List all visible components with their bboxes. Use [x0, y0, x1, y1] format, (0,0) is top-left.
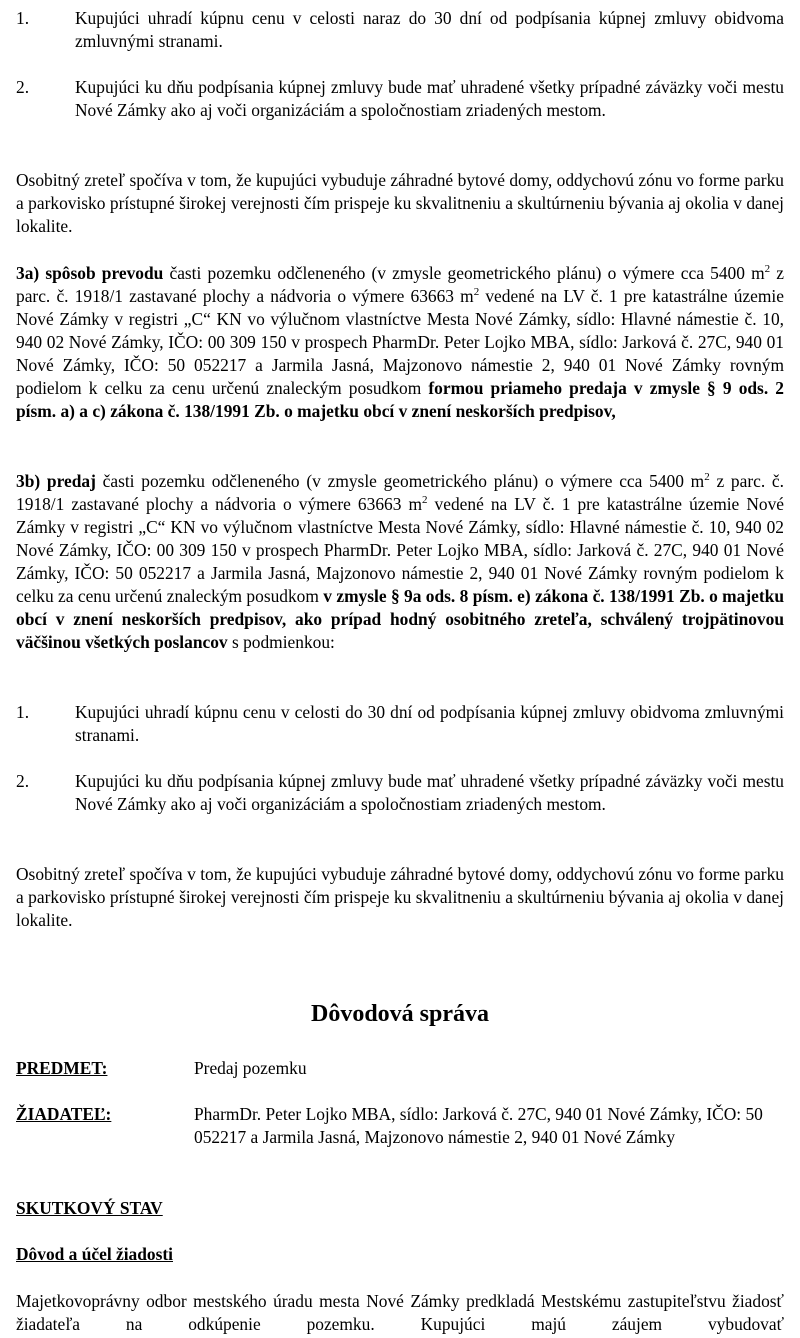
list-number: 2.: [16, 771, 30, 791]
section-3b-paragraph: 3b) predaj časti pozemku odčleneného (v zmysle geometrického plánu) o výmere cca 5400 $m^2$ z parc. č. 1918/1 zastavané plochy a nádvoria o výmere 63663 $m^2$ vedené na LV č. 1 pre katastrálne územie Nové Zámky v registri „C“ KN vo výlučnom vlastníctve Mesta Nové Zámky, sídlo: Hlavné námestie č. 10, 940 02 Nové Zámky, IČO: 00 309 150 v prospech PharmDr. Peter Lojko MBA, sídlo: Jarková č. 27C, 940 01 Nové Zámky, IČO: 50 052217 a Jarmila Jasná, Majzonovo námestie 2, 940 01 Nové Zámky rovným podielom k celku za cenu určenú znaleckým posudkom v zmysle § 9a ods. 8 písm. e) zákona č. 138/1991 Zb. o majetku obcí v znení neskorších predpisov, ako prípad hodný osobitného zreteľa, schválený trojpätinovou väčšinou všetkých poslancov s podmienkou:: [16, 471, 784, 652]
section-3b-lead: 3b) predaj: [16, 471, 96, 491]
section-3a-legal-basis: formou priameho predaja v zmysle § 9 ods. 2 písm. a) a c) zákona č. 138/1991 Zb. o majetku obcí v znení neskorších predpisov,: [16, 378, 784, 421]
subject-label: PREDMET:: [16, 1058, 108, 1078]
applicant-label: ŽIADATEĽ:: [16, 1104, 112, 1124]
list-number: 1.: [16, 8, 30, 28]
subject-value: Predaj pozemku: [194, 1058, 307, 1078]
list-number: 2.: [16, 77, 30, 97]
list-text: Kupujúci ku dňu podpísania kúpnej zmluvy bude mať uhradené všetky prípadné záväzky voči mestu Nové Zámky ako aj voči organizáciám a spoločnostiam zriadených mestom.: [75, 771, 784, 814]
special-reason-paragraph-a: Osobitný zreteľ spočíva v tom, že kupujúci vybuduje záhradné bytové domy, oddychovú zónu vo forme parku a parkovisko prístupné širokej verejnosti čím prispeje ku skvalitneniu a skultúrneniu bývania aj okolia v danej lokalite.: [16, 170, 784, 236]
purpose-heading: Dôvod a účel žiadosti: [16, 1244, 173, 1264]
special-reason-paragraph-b: Osobitný zreteľ spočíva v tom, že kupujúci vybuduje záhradné bytové domy, oddychovú zónu vo forme parku a parkovisko prístupné širokej verejnosti čím prispeje ku skvalitneniu a skultúrneniu bývania aj okolia v danej lokalite.: [16, 864, 784, 930]
facts-heading: SKUTKOVÝ STAV: [16, 1198, 163, 1218]
list-number: 1.: [16, 702, 30, 722]
purpose-paragraph: Majetkovoprávny odbor mestského úradu mesta Nové Zámky predkladá Mestskému zastupiteľstvu žiadosť žiadateľa na odkúpenie pozemku. Kupujúci majú záujem vybudovať: [16, 1291, 784, 1334]
condition-b-1: [16, 701, 784, 747]
condition-b-2: [16, 770, 784, 816]
condition-a-2: [16, 76, 784, 122]
section-3a-lead: 3a) spôsob prevodu: [16, 263, 164, 283]
list-text: Kupujúci ku dňu podpísania kúpnej zmluvy bude mať uhradené všetky prípadné záväzky voči mestu Nové Zámky ako aj voči organizáciám a spoločnostiam zriadených mestom.: [75, 77, 784, 120]
list-text: Kupujúci uhradí kúpnu cenu v celosti do 30 dní od podpísania kúpnej zmluvy obidvoma zmluvnými stranami.: [75, 702, 784, 745]
section-3b-legal-basis: v zmysle § 9a ods. 8 písm. e) zákona č. 138/1991 Zb. o majetku obcí v znení neskorších predpisov, ako prípad hodný osobitného zreteľa, schválený trojpätinovou väčšinou všetkých poslancov: [16, 586, 784, 652]
condition-a-1: [16, 7, 784, 53]
list-text: Kupujúci uhradí kúpnu cenu v celosti naraz do 30 dní od podpísania kúpnej zmluvy obidvoma zmluvnými stranami.: [75, 8, 784, 51]
report-title: Dôvodová správa: [310, 1001, 490, 1027]
section-3a-paragraph: 3a) spôsob prevodu časti pozemku odčleneného (v zmysle geometrického plánu) o výmere cca 5400 $m^2$ z parc. č. 1918/1 zastavané plochy a nádvoria o výmere 63663 $m^2$ vedené na LV č. 1 pre katastrálne územie Nové Zámky v registri „C“ KN vo výlučnom vlastníctve Mesta Nové Zámky, sídlo: Hlavné námestie č. 10, 940 02 Nové Zámky, IČO: 00 309 150 v prospech PharmDr. Peter Lojko MBA, sídlo: Jarková č. 27C, 940 01 Nové Zámky, IČO: 50 052217 a Jarmila Jasná, Majzonovo námestie 2, 940 01 Nové Zámky rovným podielom k celku za cenu určenú znaleckým posudkom formou priameho predaja v zmysle § 9 ods. 2 písm. a) a c) zákona č. 138/1991 Zb. o majetku obcí v znení neskorších predpisov,: [16, 263, 784, 421]
applicant-value: PharmDr. Peter Lojko MBA, sídlo: Jarková č. 27C, 940 01 Nové Zámky, IČO: 50 052217 a Jarmila Jasná, Majzonovo námestie 2, 940 01 Nové Zámky: [194, 1104, 763, 1147]
